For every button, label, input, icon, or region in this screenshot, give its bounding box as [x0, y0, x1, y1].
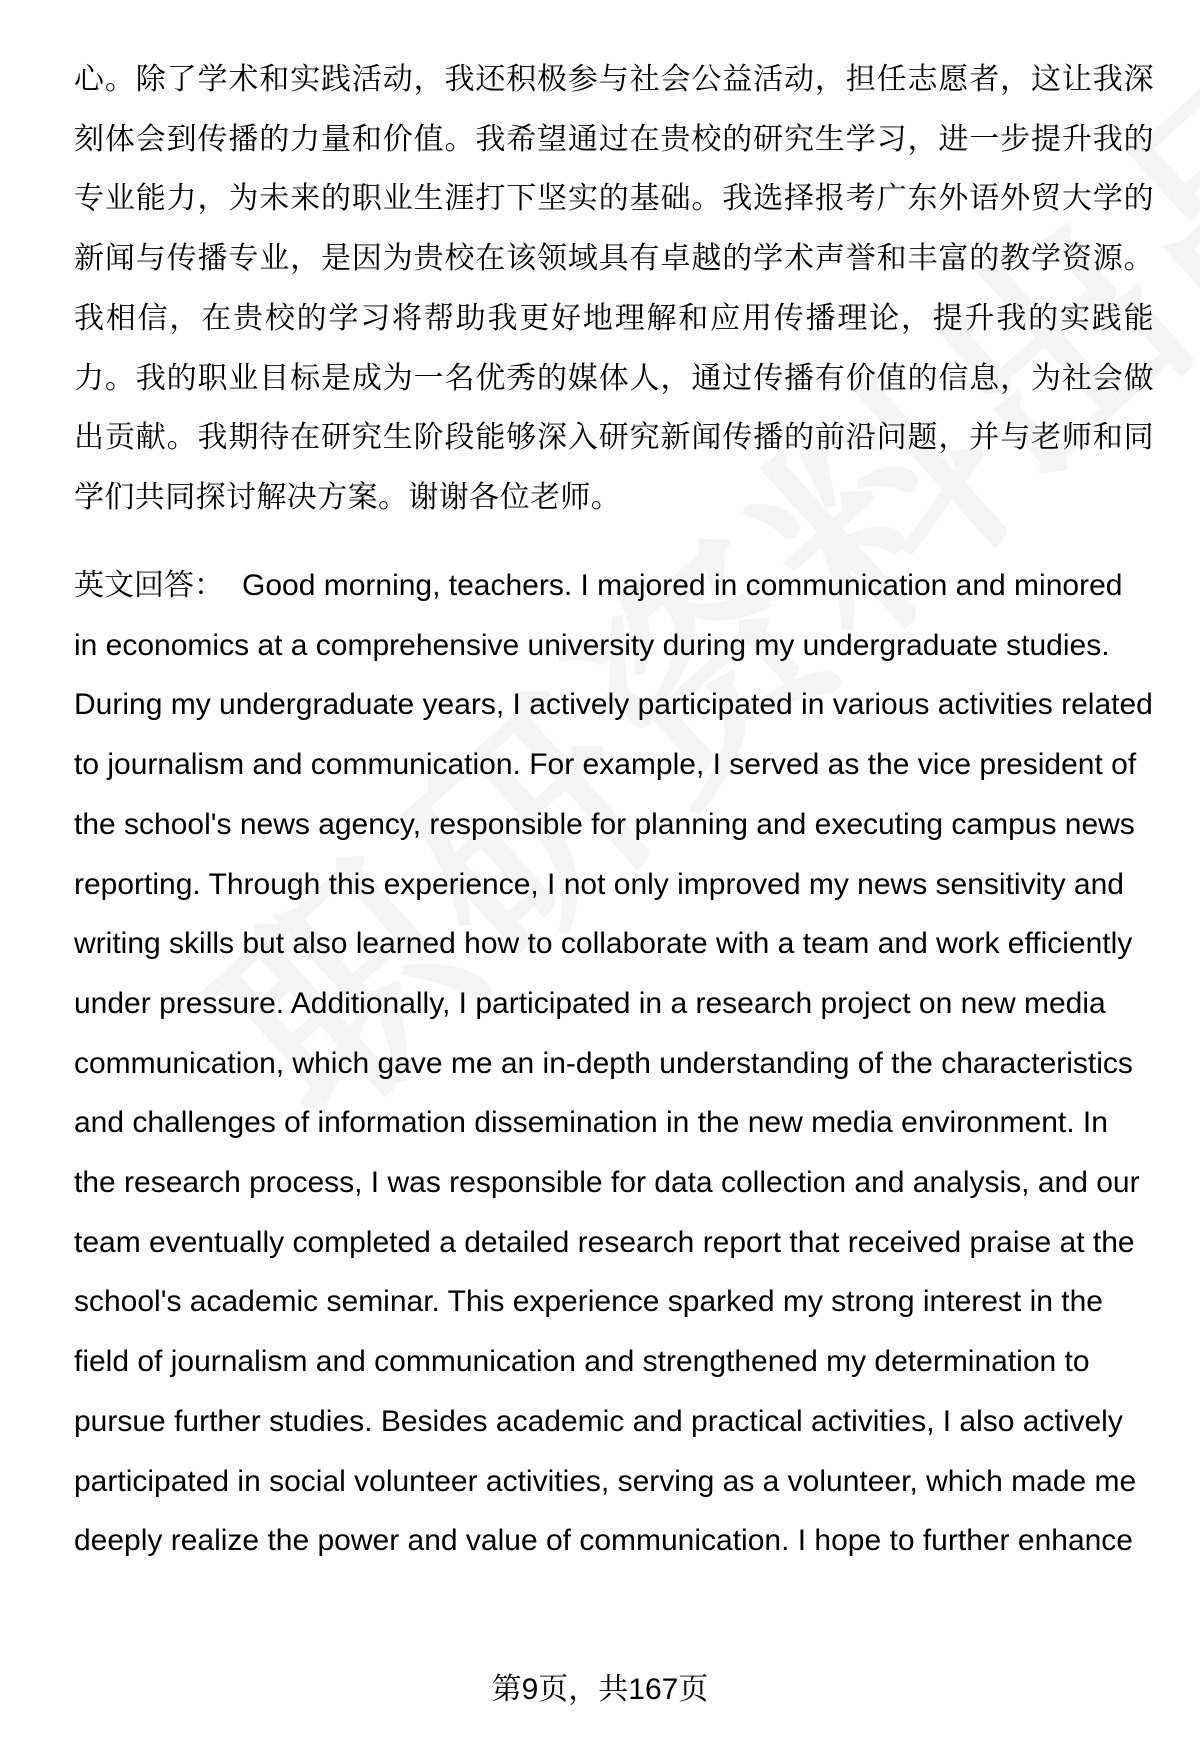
english-answer-text: Good morning, teachers. I majored in communication and minored in economics at a comprehensive university during my undergraduate studies. During my undergraduate years, I actively participated in various activities related to journalism and communication. For example, I served as the vice president of the school's news agency, responsible for planning and executing campus news reporting. Through this experience, I not only improved my news sensitivity and writing skills but also learned how to collaborate with a team and work efficiently under pressure. Additionally, I participated in a research project on new media communication, which gave me an in-depth understanding of the characteristics and challenges of information dissemination in the new media environment. In the research process, I was responsible for data collection and analysis, and our team eventually completed a detailed research report that received praise at the school's academic seminar. This experience sparked my strong interest in the field of journalism and communication and strengthened my determination to pursue further studies. Besides academic and practical activities, I also actively participated in social volunteer activities, serving as a volunteer, which made me deeply realize the power and value of communication. I hope to further enhance	[74, 569, 1153, 1558]
page-number: 第9页，共167页	[491, 1673, 709, 1706]
chinese-answer-paragraph: 心。除了学术和实践活动，我还积极参与社会公益活动，担任志愿者，这让我深刻体会到传播的力量和价值。我希望通过在贵校的研究生学习，进一步提升我的专业能力，为未来的职业生涯打下坚实的基础。我选择报考广东外语外贸大学的新闻与传播专业，是因为贵校在该领域具有卓越的学术声誉和丰富的教学资源。我相信，在贵校的学习将帮助我更好地理解和应用传播理论，提升我的实践能力。我的职业目标是成为一名优秀的媒体人，通过传播有价值的信息，为社会做出贡献。我期待在研究生阶段能够深入研究新闻传播的前沿问题，并与老师和同学们共同探讨解决方案。谢谢各位老师。	[74, 63, 1154, 514]
english-answer-paragraph	[74, 556, 1154, 1571]
english-answer-label: 英文回答：	[74, 569, 224, 602]
